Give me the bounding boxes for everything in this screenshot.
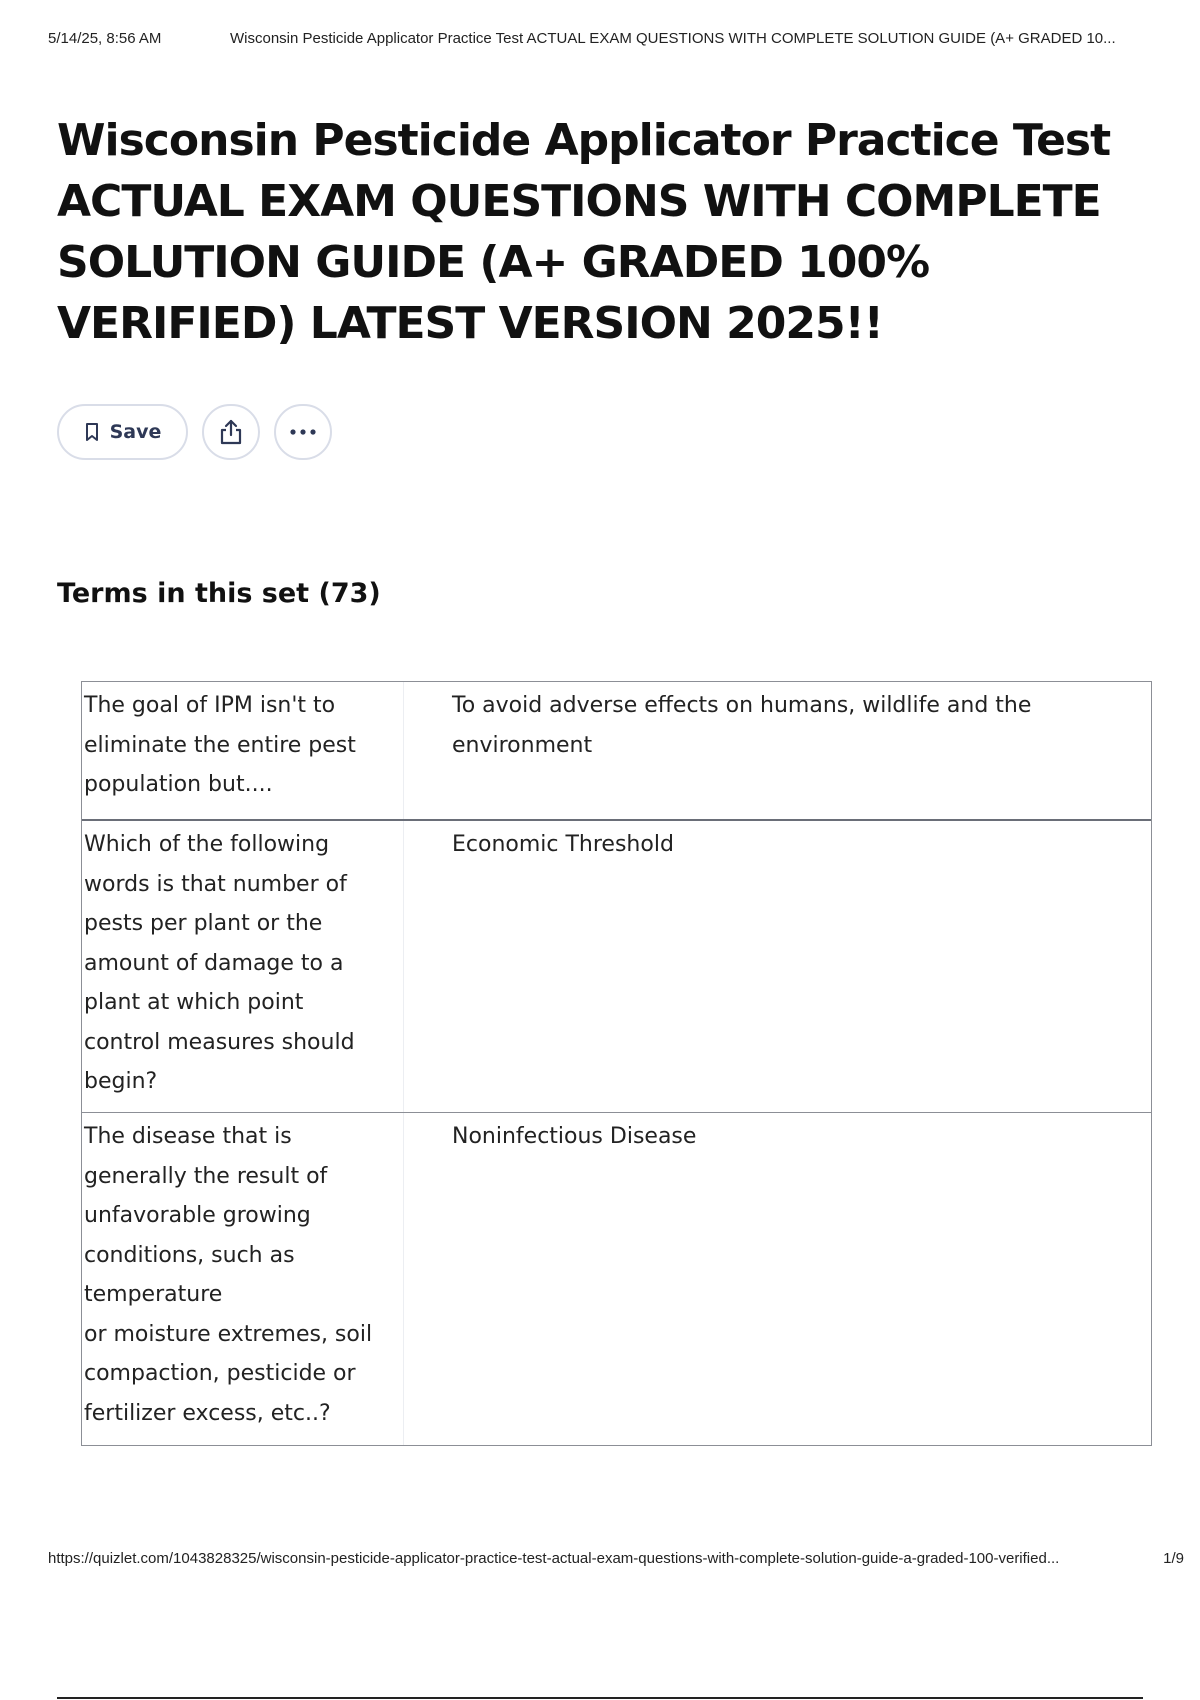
term-text: Which of the following words is that number of pests per plant or the amount of damage to a plant at which point control measures should begin? [82, 821, 404, 1112]
page-number: 1/9 [1163, 1550, 1184, 1567]
terms-count-heading: Terms in this set (73) [57, 578, 381, 609]
page-title: Wisconsin Pesticide Applicator Practice Test ACTUAL EXAM QUESTIONS WITH COMPLETE SOLUTION GUIDE (A+ GRADED 100% VERIFIED) LATEST VERSION 2025!! [57, 115, 1111, 349]
share-button[interactable] [202, 404, 260, 460]
page-url: https://quizlet.com/1043828325/wisconsin-pesticide-applicator-practice-test-actual-exam-questions-with-complete-solution-guide-a-graded-100-verified... [48, 1550, 1060, 1567]
definition-text: Noninfectious Disease [452, 1124, 697, 1149]
print-timestamp: 5/14/25, 8:56 AM [48, 30, 162, 47]
more-options-button[interactable] [274, 404, 332, 460]
term-text: The goal of IPM isn't to eliminate the entire pest population but.... [82, 682, 404, 819]
print-footer [48, 1550, 1184, 1570]
save-button-label: Save [109, 421, 162, 443]
definition-text: To avoid adverse effects on humans, wildlife and the environment [452, 693, 1032, 758]
print-page-title: Wisconsin Pesticide Applicator Practice Test ACTUAL EXAM QUESTIONS WITH COMPLETE SOLUTION GUIDE (A+ GRADED 10... [230, 30, 1116, 47]
page-divider [57, 1697, 1143, 1699]
term-text: The disease that is generally the result of unfavorable growing conditions, such as temperature or moisture extremes, soil compaction, pesticide or fertilizer excess, etc..? [82, 1113, 404, 1445]
term-row[interactable] [82, 1112, 1151, 1445]
more-horizontal-icon [289, 428, 317, 436]
share-icon [218, 418, 244, 446]
save-button[interactable] [57, 404, 188, 460]
bookmark-icon [84, 422, 100, 442]
term-row[interactable] [82, 682, 1151, 819]
print-header [48, 30, 1184, 50]
term-row[interactable] [82, 819, 1151, 1112]
terms-table [81, 681, 1152, 1446]
definition-text: Economic Threshold [452, 832, 674, 857]
